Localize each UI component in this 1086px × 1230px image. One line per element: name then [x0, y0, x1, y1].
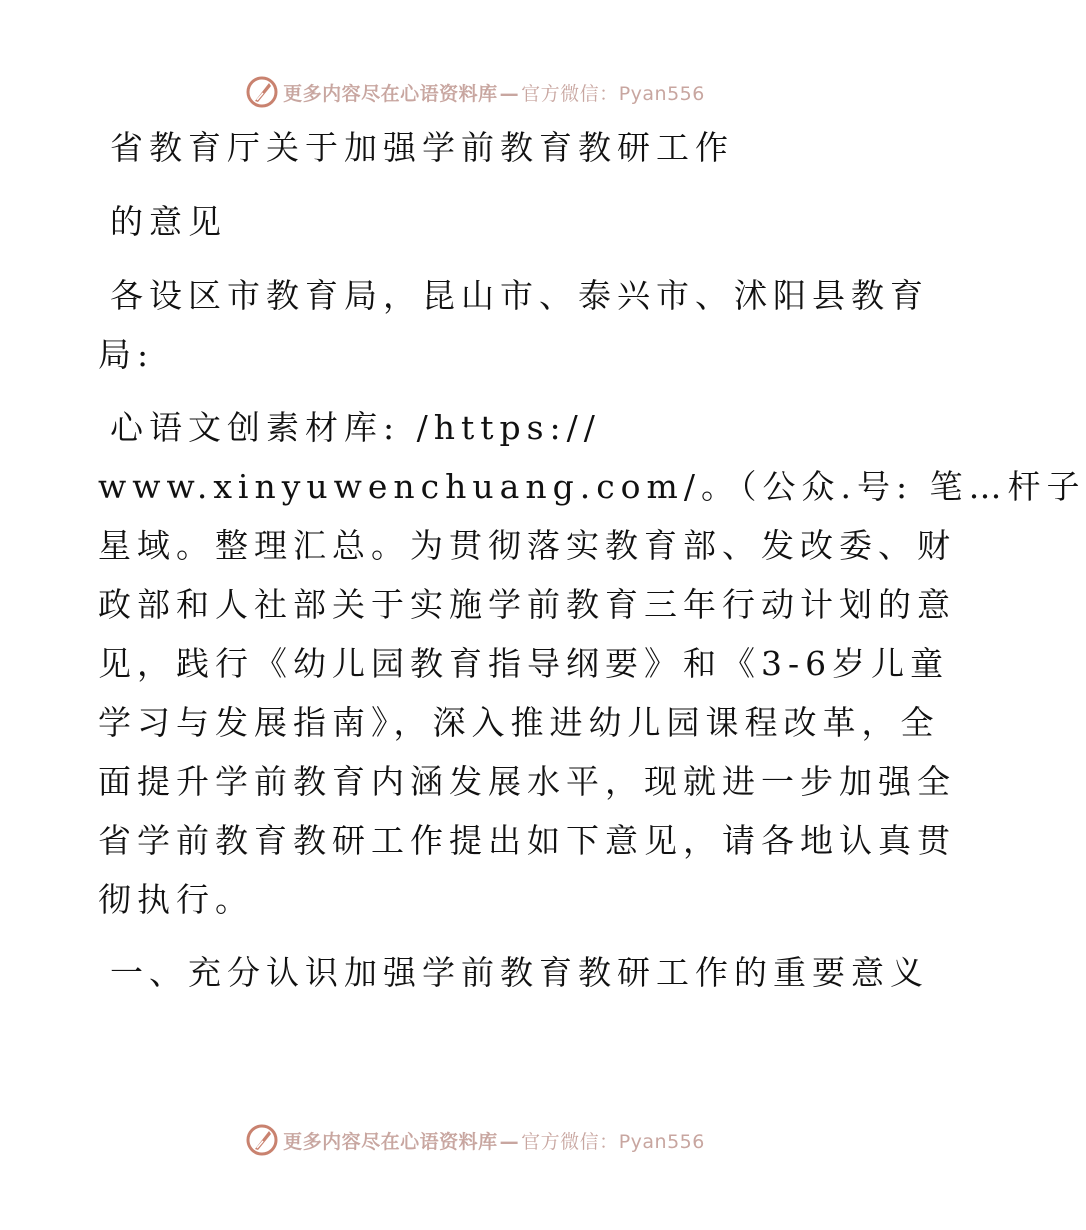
quill-logo-icon [245, 75, 279, 109]
paragraph-line: 见，践行《幼儿园教育指导纲要》和《3-6岁儿童 [98, 644, 950, 683]
paragraph-line: 彻执行。 [98, 880, 254, 919]
document-title-line-2: 的意见 [110, 202, 227, 241]
watermark-text: 更多内容尽在心语资料库 — 官方微信：Pyan556 [283, 1130, 705, 1153]
paragraph-line: 政部和人社部关于实施学前教育三年行动计划的意 [98, 585, 956, 624]
salutation-line-1: 各设区市教育局，昆山市、泰兴市、沭阳县教育 [110, 276, 929, 315]
paragraph-line: 学习与发展指南》，深入推进幼儿园课程改革，全 [98, 703, 940, 742]
watermark-text: 更多内容尽在心语资料库 — 官方微信：Pyan556 [283, 82, 705, 105]
paragraph-line: 星域。整理汇总。为贯彻落实教育部、发改委、财 [98, 526, 956, 565]
paragraph-line: 面提升学前教育内涵发展水平，现就进一步加强全 [98, 762, 956, 801]
salutation-line-2: 局: [98, 335, 155, 374]
paragraph-line: www.xinyuwenchuang.com/。（公众.号: 笔…杆子 [98, 467, 1086, 506]
section-heading: 一、充分认识加强学前教育教研工作的重要意义 [110, 953, 929, 992]
quill-logo-icon [245, 1123, 279, 1157]
document-title-line-1: 省教育厅关于加强学前教育教研工作 [110, 128, 734, 167]
header-watermark [0, 72, 950, 112]
paragraph-line: 省学前教育教研工作提出如下意见，请各地认真贯 [98, 821, 956, 860]
footer-watermark [0, 1120, 950, 1160]
paragraph-line: 心语文创素材库: /https:// [110, 408, 601, 447]
